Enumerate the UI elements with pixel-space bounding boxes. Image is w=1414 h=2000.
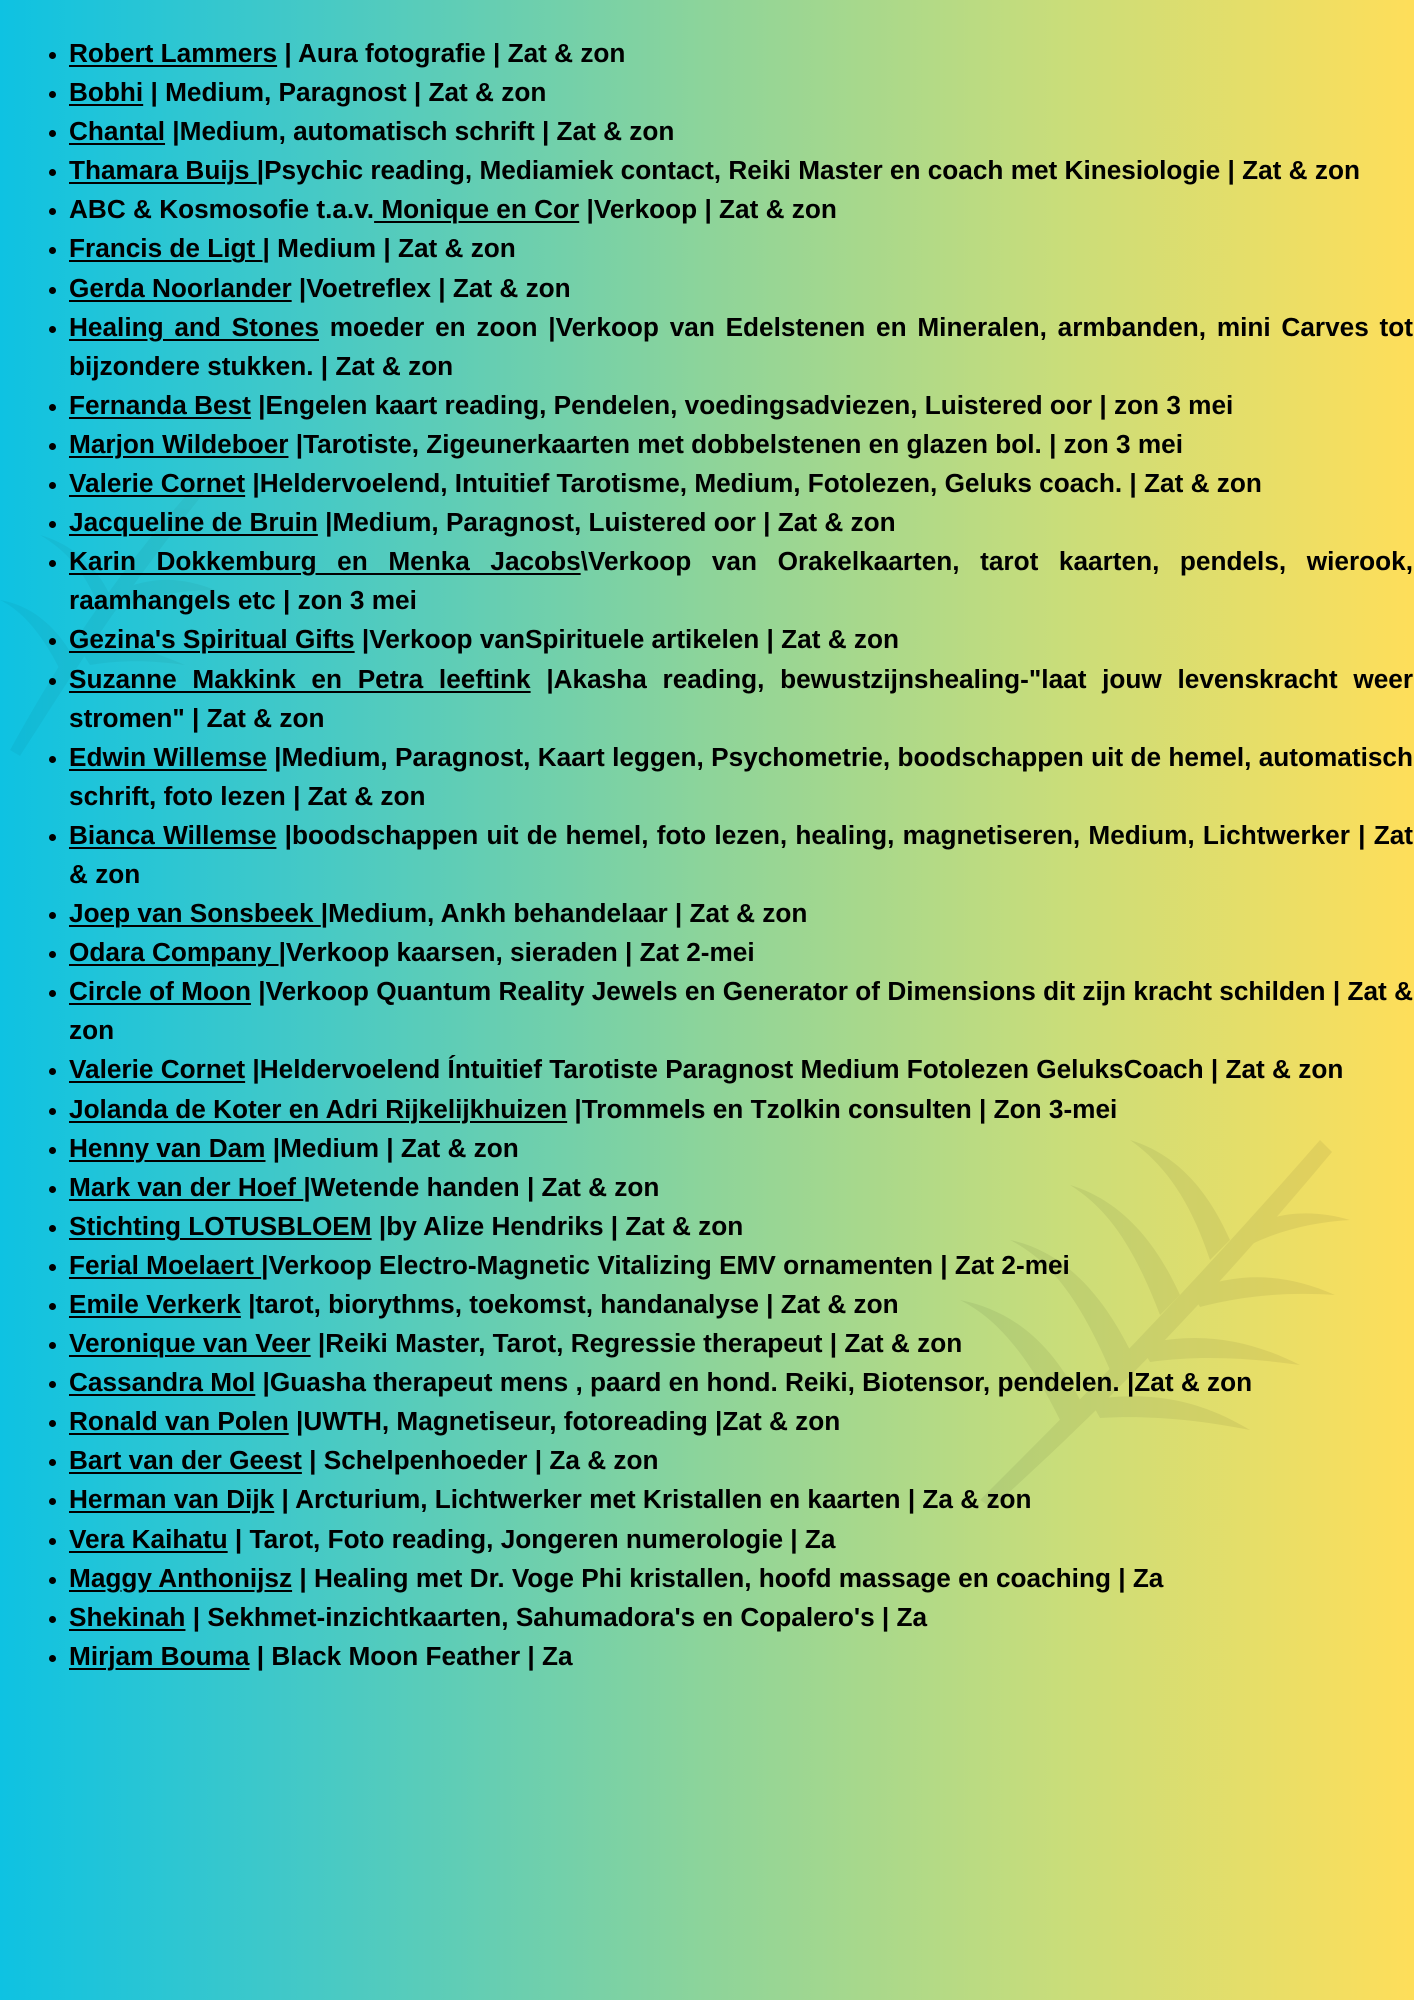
exhibitor-item: [69, 464, 1413, 503]
exhibitor-description: |Medium, Paragnost, Kaart leggen, Psychometrie, boodschappen uit de hemel, automatisch schrift, foto lezen | Zat & zon: [69, 741, 1413, 811]
exhibitor-description: \Verkoop van Orakelkaarten, tarot kaarten, pendels, wierook, raamhangels etc | zon 3 mei: [69, 546, 1413, 616]
exhibitor-description: |Wetende handen | Zat & zon: [303, 1171, 660, 1202]
exhibitor-description: |Trommels en Tzolkin consulten | Zon 3-mei: [567, 1093, 1118, 1124]
exhibitor-item: [69, 1637, 1413, 1676]
exhibitor-name-link[interactable]: Henny van Dam: [69, 1132, 266, 1163]
exhibitor-name-link[interactable]: Robert Lammers: [69, 38, 278, 68]
exhibitor-name-link[interactable]: Maggy Anthonijsz: [69, 1562, 293, 1593]
exhibitor-item: [69, 1090, 1413, 1129]
exhibitor-name-link[interactable]: Joep van Sonsbeek: [69, 898, 321, 929]
exhibitor-description: |Medium | Zat & zon: [265, 1132, 519, 1163]
exhibitor-item: [69, 1441, 1413, 1480]
exhibitor-item: [69, 190, 1413, 229]
exhibitor-name-link[interactable]: Suzanne Makkink en Petra leeftink: [69, 663, 531, 694]
exhibitor-description: |Verkoop vanSpirituele artikelen | Zat & zon: [354, 624, 899, 655]
exhibitor-name-link[interactable]: Gerda Noorlander: [69, 272, 292, 303]
exhibitor-name-link[interactable]: Healing and Stones: [69, 311, 319, 342]
exhibitor-description: | Medium | Zat & zon: [262, 233, 516, 264]
exhibitor-description: |Heldervoelend, Intuitief Tarotisme, Medium, Fotolezen, Geluks coach. | Zat & zon: [245, 468, 1262, 499]
exhibitor-item: [69, 1598, 1413, 1637]
exhibitor-description: |Medium, Paragnost, Luistered oor | Zat & zon: [317, 507, 896, 538]
exhibitor-description: |Tarotiste, Zigeunerkaarten met dobbelstenen en glazen bol. | zon 3 mei: [288, 428, 1183, 459]
exhibitor-name-link[interactable]: Circle of Moon: [69, 976, 251, 1007]
exhibitor-name-link[interactable]: Monique en Cor: [374, 194, 580, 225]
exhibitor-description: | Tarot, Foto reading, Jongeren numerologie | Za: [227, 1523, 836, 1554]
exhibitor-description: |Guasha therapeut mens , paard en hond. Reiki, Biotensor, pendelen. |Zat & zon: [255, 1367, 1253, 1398]
exhibitor-description: |Voetreflex | Zat & zon: [291, 272, 571, 303]
exhibitor-name-link[interactable]: Emile Verkerk: [69, 1289, 241, 1319]
exhibitor-description: |Verkoop Electro-Magnetic Vitalizing EMV ornamenten | Zat 2-mei: [261, 1249, 1070, 1280]
exhibitor-item: [69, 112, 1413, 151]
exhibitor-item: [69, 738, 1413, 816]
exhibitor-item: [69, 1050, 1413, 1089]
exhibitor-name-link[interactable]: Herman van Dijk: [69, 1484, 275, 1515]
exhibitor-description: |Medium, automatisch schrift | Zat & zon: [165, 116, 675, 147]
exhibitor-description: |UWTH, Magnetiseur, fotoreading |Zat & zon: [288, 1406, 841, 1437]
exhibitor-description: | Schelpenhoeder | Za & zon: [301, 1445, 659, 1476]
exhibitor-description: |Akasha reading, bewustzijnshealing-"laat jouw levenskracht weer stromen" | Zat & zon: [69, 663, 1414, 733]
exhibitor-description: |Medium, Ankh behandelaar | Zat & zon: [320, 898, 808, 929]
exhibitor-description: | Healing met Dr. Voge Phi kristallen, hoofd massage en coaching | Za: [292, 1562, 1164, 1593]
exhibitor-item: [69, 1363, 1413, 1402]
exhibitor-name-link[interactable]: Bobhi: [69, 77, 144, 108]
exhibitor-description: |Psychic reading, Mediamiek contact, Reiki Master en coach met Kinesiologie | Zat & zon: [256, 155, 1360, 186]
exhibitor-name-link[interactable]: Bart van der Geest: [69, 1445, 302, 1476]
exhibitor-name-link[interactable]: Valerie Cornet: [69, 1054, 246, 1085]
exhibitor-item: [69, 972, 1413, 1050]
exhibitor-item: [69, 816, 1413, 894]
exhibitor-name-link[interactable]: Ronald van Polen: [69, 1406, 289, 1437]
exhibitor-list: [36, 34, 1413, 1676]
exhibitor-description: |boodschappen uit de hemel, foto lezen, healing, magnetiseren, Medium, Lichtwerker | Zat & zon: [69, 819, 1413, 889]
exhibitor-description: |Verkoop Quantum Reality Jewels en Generator of Dimensions dit zijn kracht schilden | Zat & zon: [69, 976, 1413, 1046]
exhibitor-item: [69, 503, 1413, 542]
exhibitor-name-link[interactable]: Karin Dokkemburg en Menka Jacobs: [69, 546, 581, 577]
exhibitor-name-link[interactable]: Gezina's Spiritual Gifts: [69, 624, 355, 655]
exhibitor-description: |by Alize Hendriks | Zat & zon: [371, 1210, 744, 1241]
exhibitor-item: [69, 1324, 1413, 1363]
exhibitor-name-link[interactable]: Thamara Buijs: [69, 155, 257, 186]
exhibitor-item: [69, 894, 1413, 933]
exhibitor-name-link[interactable]: Mirjam Bouma: [69, 1640, 250, 1671]
exhibitor-name-link[interactable]: Mark van der Hoef: [69, 1171, 304, 1202]
exhibitor-name-link[interactable]: Veronique van Veer: [69, 1328, 311, 1359]
exhibitor-item: [69, 34, 1413, 73]
exhibitor-item: [69, 1559, 1413, 1598]
exhibitor-name-link[interactable]: Shekinah: [69, 1601, 186, 1632]
exhibitor-name-link[interactable]: Valerie Cornet: [69, 468, 246, 499]
exhibitor-item: [69, 425, 1413, 464]
exhibitor-item: [69, 1520, 1413, 1559]
exhibitor-name-link[interactable]: Chantal: [69, 116, 166, 147]
exhibitor-name-link[interactable]: Vera Kaihatu: [69, 1523, 228, 1554]
exhibitor-item: [69, 1129, 1413, 1168]
exhibitor-item: [69, 386, 1413, 425]
exhibitor-description: moeder en zoon |Verkoop van Edelstenen en Mineralen, armbanden, mini Carves tot bijzondere stukken. | Zat & zon: [69, 311, 1413, 381]
exhibitor-item: [69, 1480, 1413, 1519]
exhibitor-item: [69, 269, 1413, 308]
exhibitor-item: [69, 308, 1413, 386]
exhibitor-item: [69, 1402, 1413, 1441]
exhibitor-name-link[interactable]: Stichting LOTUSBLOEM: [69, 1210, 372, 1241]
exhibitor-item: [69, 542, 1413, 620]
exhibitor-item: [69, 1168, 1413, 1207]
exhibitor-item: [69, 1207, 1413, 1246]
exhibitor-name-link[interactable]: Jolanda de Koter en Adri Rijkelijkhuizen: [69, 1093, 568, 1124]
exhibitor-description: | Medium, Paragnost | Zat & zon: [143, 77, 547, 108]
exhibitor-name-link[interactable]: Ferial Moelaert: [69, 1249, 262, 1280]
exhibitor-name-link[interactable]: Bianca Willemse: [69, 819, 277, 850]
exhibitor-item: [69, 620, 1413, 659]
exhibitor-item: [69, 660, 1413, 738]
exhibitor-description: | Black Moon Feather | Za: [249, 1640, 573, 1671]
exhibitor-prefix: ABC & Kosmosofie t.a.v.: [69, 194, 375, 225]
exhibitor-description: |tarot, biorythms, toekomst, handanalyse | Zat & zon: [240, 1289, 899, 1319]
exhibitor-name-link[interactable]: Edwin Willemse: [69, 741, 267, 772]
exhibitor-name-link[interactable]: Jacqueline de Bruin: [69, 507, 318, 538]
exhibitor-description: |Heldervoelend Íntuitief Tarotiste Paragnost Medium Fotolezen GeluksCoach | Zat & zon: [245, 1054, 1344, 1085]
exhibitor-name-link[interactable]: Cassandra Mol: [69, 1367, 256, 1398]
exhibitor-description: | Aura fotografie | Zat & zon: [277, 38, 626, 68]
exhibitor-description: |Verkoop | Zat & zon: [579, 194, 837, 225]
exhibitor-item: [69, 1246, 1413, 1285]
exhibitor-item: [69, 229, 1413, 268]
exhibitor-item: [69, 151, 1413, 190]
exhibitor-description: |Reiki Master, Tarot, Regressie therapeut | Zat & zon: [310, 1328, 963, 1359]
exhibitor-name-link[interactable]: Fernanda Best: [69, 389, 251, 420]
exhibitor-description: |Engelen kaart reading, Pendelen, voedingsadviezen, Luistered oor | zon 3 mei: [250, 389, 1234, 420]
exhibitor-item: [69, 73, 1413, 112]
exhibitor-item: [69, 1285, 1413, 1324]
exhibitor-name-link[interactable]: Marjon Wildeboer: [69, 428, 289, 459]
exhibitor-name-link[interactable]: Francis de Ligt: [69, 233, 263, 264]
exhibitor-description: |Verkoop kaarsen, sieraden | Zat 2-mei: [278, 937, 755, 968]
exhibitor-description: | Arcturium, Lichtwerker met Kristallen en kaarten | Za & zon: [274, 1484, 1032, 1515]
exhibitor-item: [69, 933, 1413, 972]
exhibitor-description: | Sekhmet-inzichtkaarten, Sahumadora's en Copalero's | Za: [185, 1601, 928, 1632]
exhibitor-name-link[interactable]: Odara Company: [69, 937, 279, 968]
